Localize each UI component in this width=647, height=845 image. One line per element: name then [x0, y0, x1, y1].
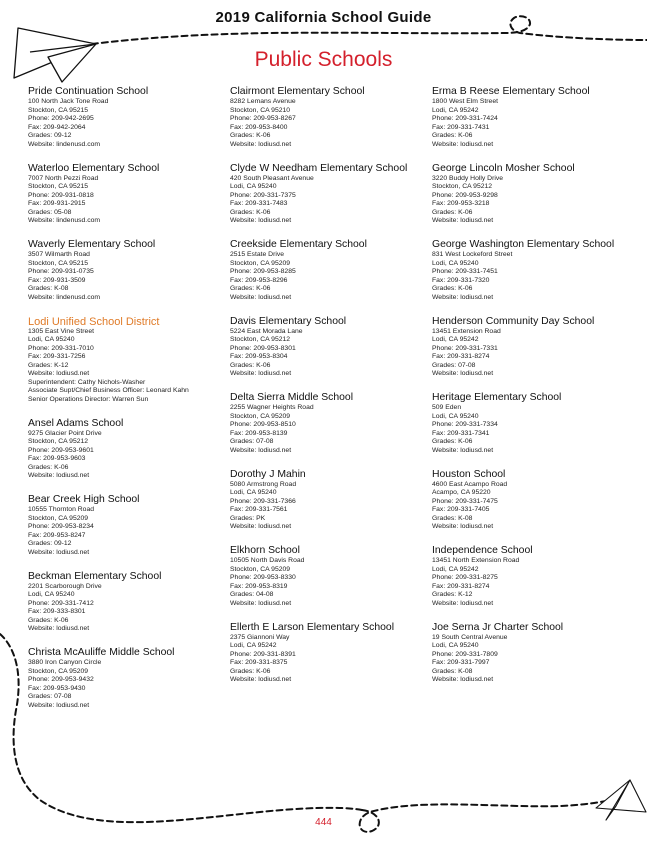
school-website: Website: lodiusd.net — [28, 548, 90, 556]
school-address: 2201 Scarborough Drive — [28, 582, 102, 590]
school-entry — [28, 647, 228, 724]
school-entry — [432, 316, 632, 393]
school-name: Delta Sierra Middle School — [230, 392, 354, 403]
school-name: Clairmont Elementary School — [230, 86, 365, 97]
school-name: Waterloo Elementary School — [28, 162, 160, 174]
school-website: Website: lindenusd.com — [28, 217, 101, 224]
school-website: Website: lindenusd.com — [28, 293, 101, 301]
school-address: 13451 North Extension Road — [432, 557, 520, 564]
school-website: Website: lodiusd.net — [432, 217, 494, 224]
school-fax: Fax: 209-953-9430 — [28, 684, 86, 692]
school-address: 7007 North Pezzi Road — [28, 174, 99, 182]
school-phone: Phone: 209-953-8301 — [230, 344, 296, 352]
school-city: Lodi, CA 95242 — [432, 336, 479, 343]
school-name: George Lincoln Mosher School — [432, 162, 575, 174]
school-city: Stockton, CA 95215 — [28, 259, 89, 267]
school-website: Website: lodiusd.net — [28, 701, 90, 709]
school-website: Website: lodiusd.net — [230, 676, 292, 683]
school-city: Lodi, CA 95242 — [432, 106, 479, 114]
school-name: Davis Elementary School — [230, 315, 347, 327]
school-entry — [28, 494, 228, 571]
school-name: Dorothy J Mahin — [230, 468, 306, 480]
school-address: 4600 East Acampo Road — [432, 480, 508, 488]
school-address: 831 West Lockeford Street — [432, 251, 513, 258]
school-grades: Grades: 05-08 — [28, 208, 72, 216]
school-website: Website: lodiusd.net — [230, 446, 292, 454]
school-address: 3880 Iron Canyon Circle — [28, 659, 102, 666]
school-fax: Fax: 209-331-8375 — [230, 659, 288, 666]
school-phone: Phone: 209-931-0818 — [28, 191, 94, 199]
school-website: Website: lodiusd.net — [230, 293, 292, 301]
district-operations-director: Senior Operations Director: Warren Sun — [28, 395, 149, 403]
school-city: Acampo, CA 95220 — [432, 489, 491, 496]
school-fax: Fax: 209-331-7405 — [432, 506, 490, 513]
school-grades: Grades: K-06 — [230, 208, 271, 216]
school-fax: Fax: 209-331-7483 — [230, 200, 288, 207]
school-grades: Grades: K-06 — [230, 132, 271, 139]
school-name: Houston School — [432, 468, 506, 480]
school-phone: Phone: 209-331-7366 — [230, 497, 296, 505]
school-phone: Phone: 209-331-7334 — [432, 421, 498, 428]
school-fax: Fax: 209-953-8400 — [230, 123, 288, 131]
school-grades: Grades: K-08 — [432, 667, 473, 675]
school-phone: Phone: 209-953-8234 — [28, 523, 94, 530]
school-fax: Fax: 209-331-8274 — [432, 353, 490, 360]
district-associate-supt: Associate Supt/Chief Business Officer: Leonard Kahn — [28, 387, 189, 394]
school-name: Creekside Elementary School — [230, 239, 367, 250]
school-name: Ellerth E Larson Elementary School — [230, 621, 395, 633]
school-entry — [28, 571, 228, 648]
school-address: 5080 Armstrong Road — [230, 480, 297, 488]
school-name: Bear Creek High School — [28, 494, 140, 505]
district-website: Website: lodiusd.net — [28, 370, 90, 377]
school-city: Stockton, CA 95209 — [28, 514, 89, 522]
school-phone: Phone: 209-331-7475 — [432, 497, 498, 505]
school-phone: Phone: 209-942-2695 — [28, 115, 94, 122]
page-number: 444 — [315, 817, 332, 828]
school-city: Stockton, CA 95215 — [28, 106, 89, 114]
school-grades: Grades: K-06 — [230, 285, 271, 292]
school-city: Stockton, CA 95212 — [230, 336, 291, 343]
school-phone: Phone: 209-331-7451 — [432, 268, 498, 275]
school-website: Website: lodiusd.net — [28, 625, 90, 632]
school-entry — [432, 622, 632, 699]
school-address: 1800 West Elm Street — [432, 98, 498, 105]
school-fax: Fax: 209-331-7341 — [432, 429, 490, 437]
school-phone: Phone: 209-953-8267 — [230, 115, 296, 122]
school-fax: Fax: 209-953-8139 — [230, 429, 288, 437]
school-fax: Fax: 209-931-3509 — [28, 276, 86, 284]
school-name: Henderson Community Day School — [432, 315, 595, 327]
school-address: 420 South Pleasant Avenue — [230, 174, 314, 182]
school-grades: Grades: K-06 — [432, 285, 473, 292]
district-grades: Grades: K-12 — [28, 361, 69, 369]
school-name: Pride Continuation School — [28, 86, 149, 97]
school-grades: Grades: 09-12 — [28, 540, 72, 547]
school-website: Website: lodiusd.net — [230, 523, 292, 530]
school-grades: Grades: K-06 — [28, 616, 69, 624]
school-website: Website: lodiusd.net — [230, 370, 292, 377]
school-grades: Grades: 09-12 — [28, 132, 72, 139]
school-entry — [432, 392, 632, 469]
school-fax: Fax: 209-953-8247 — [28, 531, 86, 539]
school-entry — [432, 545, 632, 622]
school-website: Website: lodiusd.net — [230, 217, 292, 224]
school-name: Erma B Reese Elementary School — [432, 86, 590, 97]
school-city: Stockton, CA 95209 — [28, 667, 89, 675]
district-superintendent: Superintendent: Cathy Nichols-Washer — [28, 378, 146, 386]
school-fax: Fax: 209-942-2064 — [28, 123, 86, 131]
school-phone: Phone: 209-953-8285 — [230, 268, 296, 275]
school-grades: Grades: K-08 — [28, 285, 69, 292]
school-city: Lodi, CA 95240 — [230, 183, 277, 190]
school-name: Waverly Elementary School — [28, 239, 156, 250]
school-address: 3220 Buddy Holly Drive — [432, 174, 504, 182]
school-website: Website: lodiusd.net — [230, 140, 292, 148]
school-name: George Washington Elementary School — [432, 239, 615, 250]
school-grades: Grades: K-06 — [432, 132, 473, 139]
school-entry — [230, 239, 430, 316]
school-grades: Grades: K-06 — [432, 208, 473, 216]
school-fax: Fax: 209-331-7431 — [432, 123, 490, 131]
school-grades: Grades: 04-08 — [230, 591, 274, 598]
school-name: Independence School — [432, 545, 533, 556]
school-phone: Phone: 209-953-8510 — [230, 421, 296, 428]
school-entry — [28, 239, 228, 316]
school-city: Lodi, CA 95240 — [28, 591, 75, 598]
school-website: Website: lodiusd.net — [432, 370, 494, 377]
school-website: Website: lodiusd.net — [432, 446, 494, 454]
school-city: Lodi, CA 95240 — [432, 259, 479, 267]
school-phone: Phone: 209-331-7412 — [28, 599, 94, 607]
section-title: Public Schools — [254, 48, 393, 71]
school-entry — [230, 469, 430, 546]
school-grades: Grades: 07-08 — [28, 693, 72, 700]
school-address: 10505 North Davis Road — [230, 557, 305, 564]
school-address: 509 Eden — [432, 404, 462, 411]
school-phone: Phone: 209-331-7809 — [432, 650, 498, 658]
school-phone: Phone: 209-331-7331 — [432, 344, 498, 352]
school-grades: Grades: 07-08 — [432, 361, 476, 369]
school-phone: Phone: 209-931-0735 — [28, 268, 94, 275]
school-entry — [230, 86, 430, 163]
school-entry — [28, 86, 228, 163]
district-city: Lodi, CA 95240 — [28, 336, 75, 343]
school-website: Website: lodiusd.net — [432, 293, 494, 301]
school-entry — [432, 239, 632, 316]
school-fax: Fax: 209-331-7561 — [230, 506, 288, 513]
school-website: Website: lodiusd.net — [432, 599, 494, 607]
paper-plane-icon — [596, 780, 646, 820]
school-phone: Phone: 209-953-8330 — [230, 574, 296, 581]
school-address: 9275 Glacier Point Drive — [28, 429, 102, 437]
school-entry — [230, 545, 430, 622]
school-address: 5224 East Morada Lane — [230, 327, 303, 335]
school-address: 8282 Lemans Avenue — [230, 98, 296, 105]
school-phone: Phone: 209-331-7375 — [230, 191, 296, 199]
school-fax: Fax: 209-333-8301 — [28, 608, 86, 615]
school-city: Stockton, CA 95209 — [230, 412, 291, 420]
school-entry — [28, 418, 228, 495]
school-fax: Fax: 209-953-8319 — [230, 582, 288, 590]
school-column-2 — [230, 86, 430, 698]
school-city: Stockton, CA 95210 — [230, 106, 291, 114]
school-fax: Fax: 209-953-3218 — [432, 200, 490, 207]
school-phone: Phone: 209-953-9601 — [28, 446, 94, 454]
school-grades: Grades: PK — [230, 514, 266, 522]
school-city: Lodi, CA 95242 — [230, 642, 277, 649]
school-city: Lodi, CA 95240 — [432, 412, 479, 420]
school-grades: Grades: K-08 — [432, 514, 473, 522]
school-name: Christa McAuliffe Middle School — [28, 647, 175, 658]
school-city: Stockton, CA 95215 — [28, 183, 89, 190]
school-grades: Grades: K-06 — [432, 438, 473, 445]
school-website: Website: lodiusd.net — [432, 523, 494, 530]
school-name: Ansel Adams School — [28, 417, 124, 429]
school-fax: Fax: 209-931-2915 — [28, 200, 86, 207]
school-phone: Phone: 209-953-9298 — [432, 191, 498, 199]
guide-title: 2019 California School Guide — [215, 9, 432, 26]
school-fax: Fax: 209-953-9603 — [28, 455, 86, 462]
school-address: 2375 Giannoni Way — [230, 633, 290, 641]
school-phone: Phone: 209-331-8391 — [230, 650, 296, 658]
school-entry — [230, 316, 430, 393]
school-fax: Fax: 209-331-7997 — [432, 659, 490, 666]
school-entry — [432, 163, 632, 240]
school-entry — [230, 622, 430, 699]
district-name: Lodi Unified School District — [28, 315, 160, 328]
school-name: Heritage Elementary School — [432, 392, 562, 403]
school-grades: Grades: K-06 — [230, 667, 271, 675]
school-entry — [230, 392, 430, 469]
school-entry — [28, 163, 228, 240]
school-column-3 — [432, 86, 632, 698]
school-address: 100 North Jack Tone Road — [28, 98, 109, 105]
school-column-1 — [28, 86, 228, 724]
school-address: 13451 Extension Road — [432, 327, 501, 335]
school-address: 2255 Wagner Heights Road — [230, 404, 314, 411]
school-name: Joe Serna Jr Charter School — [432, 621, 564, 633]
school-website: Website: lindenusd.com — [28, 140, 101, 148]
school-city: Lodi, CA 95242 — [432, 565, 479, 573]
school-phone: Phone: 209-953-9432 — [28, 676, 94, 683]
school-grades: Grades: K-12 — [432, 591, 473, 598]
school-city: Stockton, CA 95212 — [432, 183, 493, 190]
school-city: Stockton, CA 95209 — [230, 259, 291, 267]
school-address: 3507 Wilmarth Road — [28, 251, 90, 258]
school-address: 2515 Estate Drive — [230, 251, 285, 258]
school-name: Clyde W Needham Elementary School — [230, 162, 408, 174]
school-entry — [432, 469, 632, 546]
school-address: 10555 Thornton Road — [28, 506, 95, 513]
district-entry — [28, 316, 228, 418]
school-fax: Fax: 209-953-8304 — [230, 353, 288, 360]
school-website: Website: lodiusd.net — [432, 140, 494, 148]
school-website: Website: lodiusd.net — [432, 676, 494, 683]
school-name: Beckman Elementary School — [28, 570, 162, 582]
school-entry — [432, 86, 632, 163]
school-city: Stockton, CA 95212 — [28, 438, 89, 445]
school-entry — [230, 163, 430, 240]
school-city: Lodi, CA 95240 — [432, 642, 479, 649]
school-grades: Grades: K-06 — [230, 361, 271, 369]
school-phone: Phone: 209-331-7424 — [432, 115, 498, 122]
district-fax: Fax: 209-331-7256 — [28, 353, 86, 360]
district-address: 1305 East Vine Street — [28, 327, 95, 335]
school-fax: Fax: 209-331-7320 — [432, 276, 490, 284]
school-city: Lodi, CA 95240 — [230, 489, 277, 496]
school-fax: Fax: 209-953-8296 — [230, 276, 288, 284]
school-website: Website: lodiusd.net — [28, 472, 90, 479]
district-phone: Phone: 209-331-7010 — [28, 344, 94, 352]
school-fax: Fax: 209-331-8274 — [432, 582, 490, 590]
school-city: Stockton, CA 95209 — [230, 565, 291, 573]
school-name: Elkhorn School — [230, 545, 300, 556]
school-website: Website: lodiusd.net — [230, 599, 292, 607]
school-grades: Grades: 07-08 — [230, 438, 274, 445]
school-phone: Phone: 209-331-8275 — [432, 574, 498, 581]
school-grades: Grades: K-06 — [28, 463, 69, 471]
school-address: 19 South Central Avenue — [432, 633, 508, 641]
